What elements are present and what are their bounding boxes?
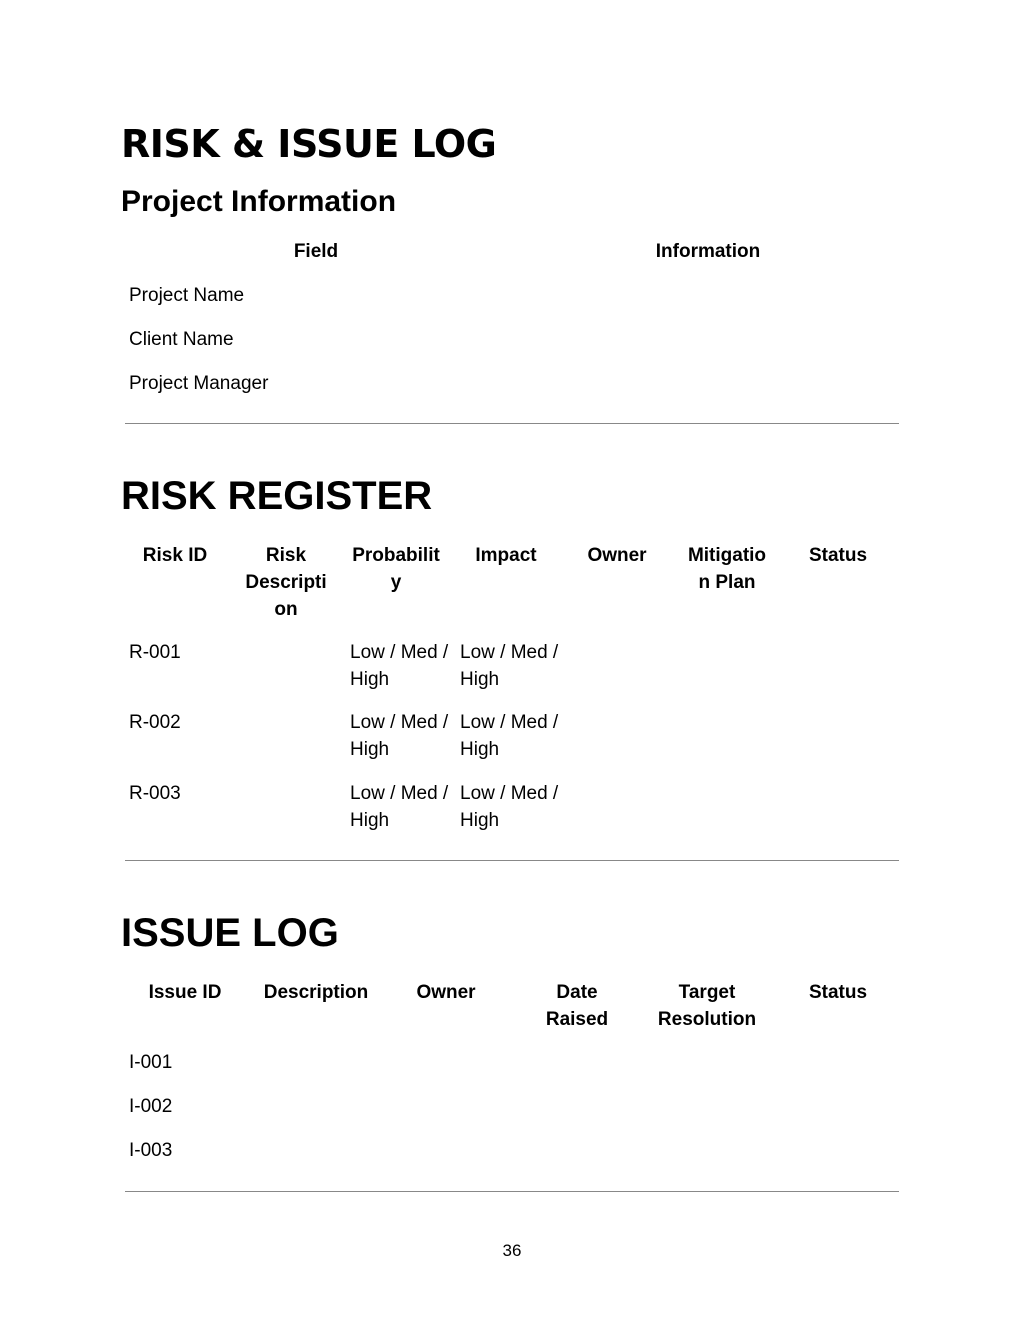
column-header-information: Information [655,241,761,262]
column-header-issue-id: Issue ID [148,982,222,1003]
risk-description-line-2: Descripti [245,572,327,593]
probability-line-2: y [390,572,402,593]
column-header-date-raised: Date Raised [545,982,609,1030]
column-header-status: Status [808,545,868,566]
column-header-probability [346,542,446,596]
project-manager-field: Project Manager [129,373,269,394]
mitigation-line-1: Mitigatio [687,545,767,566]
project-name-field: Project Name [129,285,245,306]
issue-id-cell: I-002 [129,1096,173,1117]
document-title: RISK & ISSUE LOG [121,122,497,166]
client-name-field: Client Name [129,329,234,350]
column-header-description: Description [263,982,369,1003]
column-header-status: Status [808,982,868,1003]
risk-id-cell: R-001 [129,642,181,663]
page-number: 36 [502,1241,522,1260]
column-header-mitigation-plan [677,542,777,596]
mitigation-line-2: n Plan [698,572,756,593]
probability-cell[interactable]: Low / Med / High [350,783,449,831]
issue-id-cell: I-001 [129,1052,173,1073]
risk-register-heading: RISK REGISTER [121,474,433,518]
probability-line-1: Probabilit [352,545,440,566]
column-header-target-resolution: Target Resolution [657,982,757,1030]
impact-cell[interactable]: Low / Med / High [460,783,559,831]
divider [125,1191,899,1192]
probability-cell[interactable]: Low / Med / High [350,642,449,690]
issue-id-cell: I-003 [129,1140,173,1161]
risk-id-cell: R-002 [129,712,181,733]
column-header-risk-id: Risk ID [142,545,208,566]
impact-cell[interactable]: Low / Med / High [460,712,559,760]
risk-id-cell: R-003 [129,783,181,804]
divider [125,423,899,424]
divider [125,860,899,861]
column-header-owner: Owner [416,982,476,1003]
risk-description-line-1: Risk [265,545,307,566]
risk-description-line-3: on [274,599,298,620]
impact-cell[interactable]: Low / Med / High [460,642,559,690]
column-header-impact: Impact [475,545,537,566]
probability-cell[interactable]: Low / Med / High [350,712,449,760]
column-header-owner: Owner [587,545,647,566]
issue-log-heading: ISSUE LOG [121,911,339,955]
project-info-heading: Project Information [121,185,397,218]
column-header-risk-description [240,542,332,623]
column-header-field: Field [293,241,339,262]
